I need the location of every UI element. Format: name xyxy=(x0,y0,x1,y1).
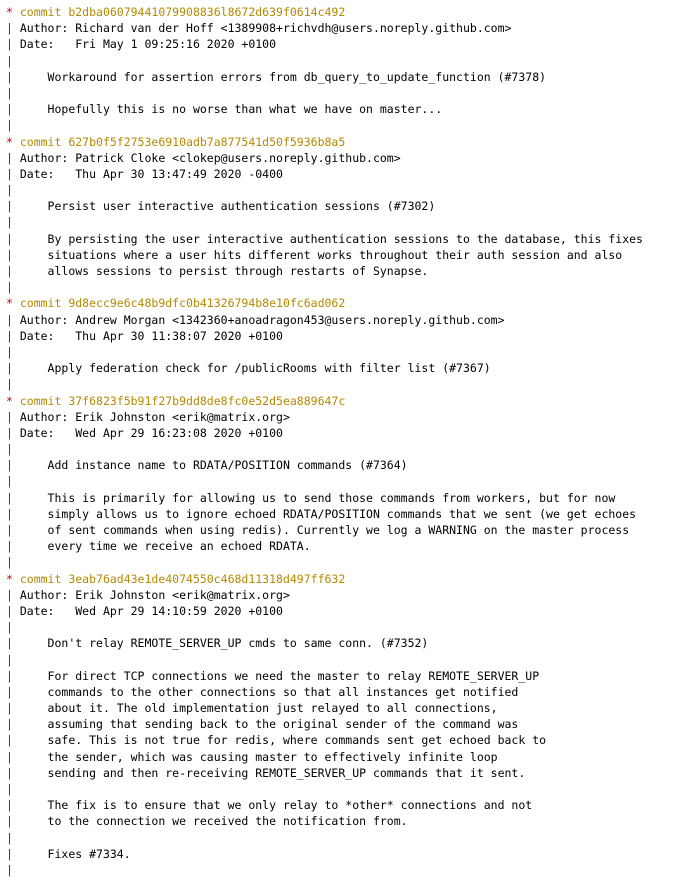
line-text: Date: Thu Apr 30 11:38:07 2020 +0100 xyxy=(19,328,283,343)
line-text: Don't relay REMOTE_SERVER_UP cmds to same conn. (#7352) xyxy=(19,636,429,651)
line-text: Author: Erik Johnston <erik@matrix.org> xyxy=(19,587,290,602)
graph-pipe-icon: | xyxy=(6,490,20,505)
commit-header-line xyxy=(0,4,692,20)
line-text: Date: Wed Apr 29 16:23:08 2020 +0100 xyxy=(19,425,283,440)
line-text: Date: Fri May 1 09:25:16 2020 +0100 xyxy=(19,37,277,52)
line-text: Author: Patrick Cloke <clokep@users.noreply.github.com> xyxy=(19,150,401,165)
commit-meta-line xyxy=(0,166,692,182)
graph-pipe-icon: | xyxy=(6,636,20,651)
line-text: assuming that sending back to the original sender of the command was xyxy=(19,717,519,732)
graph-pipe-icon: | xyxy=(6,506,20,521)
commit-meta-line xyxy=(0,425,692,441)
commit-message-line xyxy=(0,263,692,279)
line-text: simply allows us to ignore echoed RDATA/POSITION commands that we sent (we get echoes xyxy=(19,506,637,521)
graph-pipe-icon: | xyxy=(6,523,20,537)
commit-message-line xyxy=(0,231,692,247)
line-text: sending and then re-receiving REMOTE_SERVER_UP commands that it sent. xyxy=(19,765,526,780)
commit-meta-line xyxy=(0,312,692,328)
commit-message-line xyxy=(0,490,692,506)
line-text: Apply federation check for /publicRooms with filter list (#7367) xyxy=(19,361,491,376)
graph-pipe-icon: | xyxy=(6,474,20,489)
line-text: every time we receive an echoed RDATA. xyxy=(19,539,311,554)
blank-line xyxy=(0,85,692,101)
commit-message-line xyxy=(0,700,692,716)
graph-pipe-icon: | xyxy=(6,150,20,165)
graph-pipe-icon: | xyxy=(6,620,20,635)
commit-message-line xyxy=(0,522,692,538)
blank-line xyxy=(0,344,692,360)
line-text: commit 37f6823f5b91f27b9dd8de8fc0e52d5ea889647c xyxy=(19,393,346,408)
blank-line xyxy=(0,214,692,230)
commit-node-icon: * xyxy=(6,134,20,149)
commit-meta-line xyxy=(0,20,692,36)
line-text: Hopefully this is no worse than what we have on master... xyxy=(19,102,443,117)
graph-pipe-icon: | xyxy=(6,442,20,457)
commit-header-line xyxy=(0,295,692,311)
commit-message-line xyxy=(0,506,692,522)
line-text: Fixes #7334. xyxy=(19,846,131,861)
graph-pipe-icon: | xyxy=(6,361,20,376)
blank-line xyxy=(0,182,692,198)
graph-pipe-icon: | xyxy=(6,264,20,278)
commit-message-line xyxy=(0,813,692,829)
graph-pipe-icon: | xyxy=(6,701,20,716)
graph-pipe-icon: | xyxy=(6,102,20,117)
line-text: commit 9d8ecc9e6c48b9dfc0b41326794b8e10fc6ad062 xyxy=(19,296,346,311)
line-text: safe. This is not true for redis, where commands sent get echoed back to xyxy=(19,733,547,748)
commit-meta-line xyxy=(0,603,692,619)
commit-meta-line xyxy=(0,36,692,52)
blank-line xyxy=(0,554,692,570)
graph-pipe-icon: | xyxy=(6,862,20,877)
commit-message-line xyxy=(0,749,692,765)
graph-pipe-icon: | xyxy=(6,717,20,732)
commit-message-line xyxy=(0,247,692,263)
line-text: situations where a user hits different works throughout their auth session and also xyxy=(19,247,623,262)
line-text: commit 3eab76ad43e1de4074550c468d11318d497ff632 xyxy=(19,571,346,586)
commit-meta-line xyxy=(0,150,692,166)
line-text: to the connection we received the notification from. xyxy=(19,814,408,829)
graph-pipe-icon: | xyxy=(6,409,20,424)
commit-message-line xyxy=(0,457,692,473)
line-text: The fix is to ensure that we only relay to *other* connections and not xyxy=(19,798,533,813)
line-text: Author: Erik Johnston <erik@matrix.org> xyxy=(19,409,290,424)
commit-message-line xyxy=(0,716,692,732)
line-text: commit 627b0f5f2753e6910adb7a877541d50f5936b8a5 xyxy=(19,134,346,149)
blank-line xyxy=(0,53,692,69)
graph-pipe-icon: | xyxy=(6,377,20,392)
line-text: Date: Thu Apr 30 13:47:49 2020 -0400 xyxy=(19,166,283,181)
blank-line xyxy=(0,473,692,489)
graph-pipe-icon: | xyxy=(6,53,20,68)
commit-message-line xyxy=(0,765,692,781)
graph-pipe-icon: | xyxy=(6,328,20,343)
line-text: By persisting the user interactive authentication sessions to the database, this fixes xyxy=(19,231,643,246)
graph-pipe-icon: | xyxy=(6,684,20,699)
commit-message-line xyxy=(0,198,692,214)
commit-message-line xyxy=(0,846,692,862)
graph-pipe-icon: | xyxy=(6,231,20,246)
graph-pipe-icon: | xyxy=(6,652,20,667)
commit-meta-line xyxy=(0,409,692,425)
graph-pipe-icon: | xyxy=(6,603,20,618)
graph-pipe-icon: | xyxy=(6,539,20,554)
commit-message-line xyxy=(0,635,692,651)
graph-pipe-icon: | xyxy=(6,425,20,440)
graph-pipe-icon: | xyxy=(6,458,20,473)
commit-meta-line xyxy=(0,587,692,603)
graph-pipe-icon: | xyxy=(6,118,20,133)
commit-header-line xyxy=(0,393,692,409)
blank-line xyxy=(0,441,692,457)
graph-pipe-icon: | xyxy=(6,555,20,570)
commit-message-line xyxy=(0,69,692,85)
graph-pipe-icon: | xyxy=(6,247,20,262)
blank-line xyxy=(0,376,692,392)
commit-node-icon: * xyxy=(6,296,20,311)
line-text: This is primarily for allowing us to send those commands from workers, but for now xyxy=(19,490,616,505)
graph-pipe-icon: | xyxy=(6,765,20,780)
commit-node-icon: * xyxy=(6,5,20,19)
graph-pipe-icon: | xyxy=(6,21,20,36)
line-text: Date: Wed Apr 29 14:10:59 2020 +0100 xyxy=(19,603,283,618)
graph-pipe-icon: | xyxy=(6,215,20,230)
blank-line xyxy=(0,279,692,295)
blank-line xyxy=(0,862,692,878)
graph-pipe-icon: | xyxy=(6,782,20,796)
graph-pipe-icon: | xyxy=(6,846,20,861)
commit-message-line xyxy=(0,668,692,684)
blank-line xyxy=(0,117,692,133)
graph-pipe-icon: | xyxy=(6,587,20,602)
commit-message-line xyxy=(0,360,692,376)
commit-message-line xyxy=(0,797,692,813)
blank-line xyxy=(0,781,692,797)
line-text: Workaround for assertion errors from db_query_to_update_function (#7378) xyxy=(19,69,547,84)
blank-line xyxy=(0,830,692,846)
line-text: commands to the other connections so that all instances get notified xyxy=(19,684,519,699)
line-text: For direct TCP connections we need the master to relay REMOTE_SERVER_UP xyxy=(19,668,540,683)
line-text: allows sessions to persist through restarts of Synapse. xyxy=(19,264,429,278)
line-text: Add instance name to RDATA/POSITION commands (#7364) xyxy=(19,458,408,473)
graph-pipe-icon: | xyxy=(6,733,20,748)
graph-pipe-icon: | xyxy=(6,814,20,829)
line-text: of sent commands when using redis). Currently we log a WARNING on the master process xyxy=(19,523,630,537)
commit-message-line xyxy=(0,684,692,700)
commit-message-line xyxy=(0,538,692,554)
commit-message-line xyxy=(0,732,692,748)
line-text: Persist user interactive authentication sessions (#7302) xyxy=(19,199,436,214)
graph-pipe-icon: | xyxy=(6,85,20,100)
graph-pipe-icon: | xyxy=(6,37,20,52)
graph-pipe-icon: | xyxy=(6,798,20,813)
graph-pipe-icon: | xyxy=(6,166,20,181)
graph-pipe-icon: | xyxy=(6,280,20,295)
graph-pipe-icon: | xyxy=(6,668,20,683)
graph-pipe-icon: | xyxy=(6,199,20,214)
line-text: commit b2dba06079441079908836l8672d639f0614c492 xyxy=(19,5,346,19)
commit-node-icon: * xyxy=(6,393,20,408)
commit-meta-line xyxy=(0,328,692,344)
commit-header-line xyxy=(0,571,692,587)
graph-pipe-icon: | xyxy=(6,749,20,764)
graph-pipe-icon: | xyxy=(6,69,20,84)
blank-line xyxy=(0,652,692,668)
line-text: Author: Richard van der Hoff <1389908+richvdh@users.noreply.github.com> xyxy=(19,21,512,36)
graph-pipe-icon: | xyxy=(6,344,20,359)
line-text: the sender, which was causing master to effectively infinite loop xyxy=(19,749,498,764)
commit-message-line xyxy=(0,101,692,117)
graph-pipe-icon: | xyxy=(6,183,20,198)
line-text: Author: Andrew Morgan <1342360+anoadragon453@users.noreply.github.com> xyxy=(19,312,505,327)
commit-header-line xyxy=(0,134,692,150)
graph-pipe-icon: | xyxy=(6,312,20,327)
graph-pipe-icon: | xyxy=(6,830,20,845)
blank-line xyxy=(0,619,692,635)
commit-node-icon: * xyxy=(6,571,20,586)
line-text: about it. The old implementation just relayed to all connections, xyxy=(19,701,498,716)
